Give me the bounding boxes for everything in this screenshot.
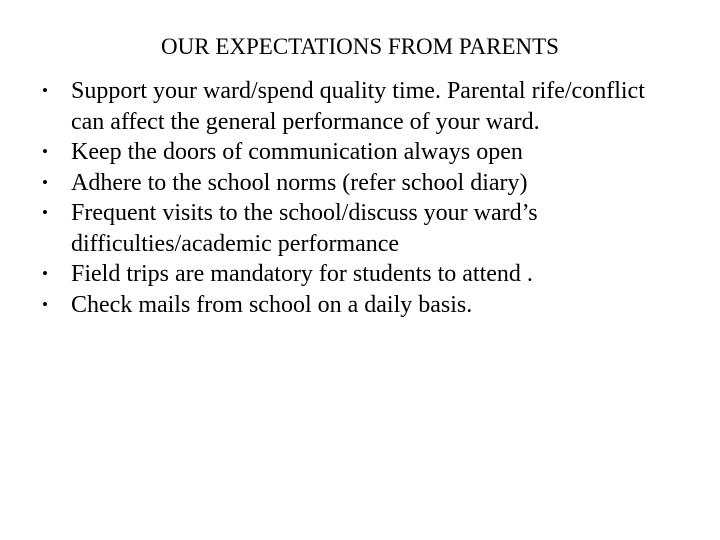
list-item xyxy=(40,290,680,321)
bullet-dot-icon: • xyxy=(42,172,48,192)
bullet-dot-icon: • xyxy=(42,203,48,222)
list-item xyxy=(40,198,680,259)
slide-title: OUR EXPECTATIONS FROM PARENTS xyxy=(161,34,559,59)
list-item xyxy=(40,137,680,168)
bullet-dot-icon: • xyxy=(42,81,48,100)
bullet-text: Check mails from school on a daily basis. xyxy=(71,291,473,318)
bullet-text: Field trips are mandatory for students to attend . xyxy=(71,261,533,287)
bullet-dot-icon: • xyxy=(42,142,48,161)
bullet-dot-icon: • xyxy=(42,264,48,283)
list-item xyxy=(40,259,680,290)
list-item xyxy=(40,76,680,137)
bullet-list xyxy=(40,76,680,320)
bullet-text: Support your ward/spend quality time. Parental rife/conflict can affect the general performance of your ward. xyxy=(71,78,645,135)
list-item xyxy=(40,168,680,199)
bullet-text: Keep the doors of communication always open xyxy=(71,139,523,165)
bullet-text: Frequent visits to the school/discuss your ward’s difficulties/academic performance xyxy=(71,200,538,257)
bullet-text: Adhere to the school norms (refer school diary) xyxy=(71,169,528,196)
bullet-dot-icon: • xyxy=(42,294,48,314)
